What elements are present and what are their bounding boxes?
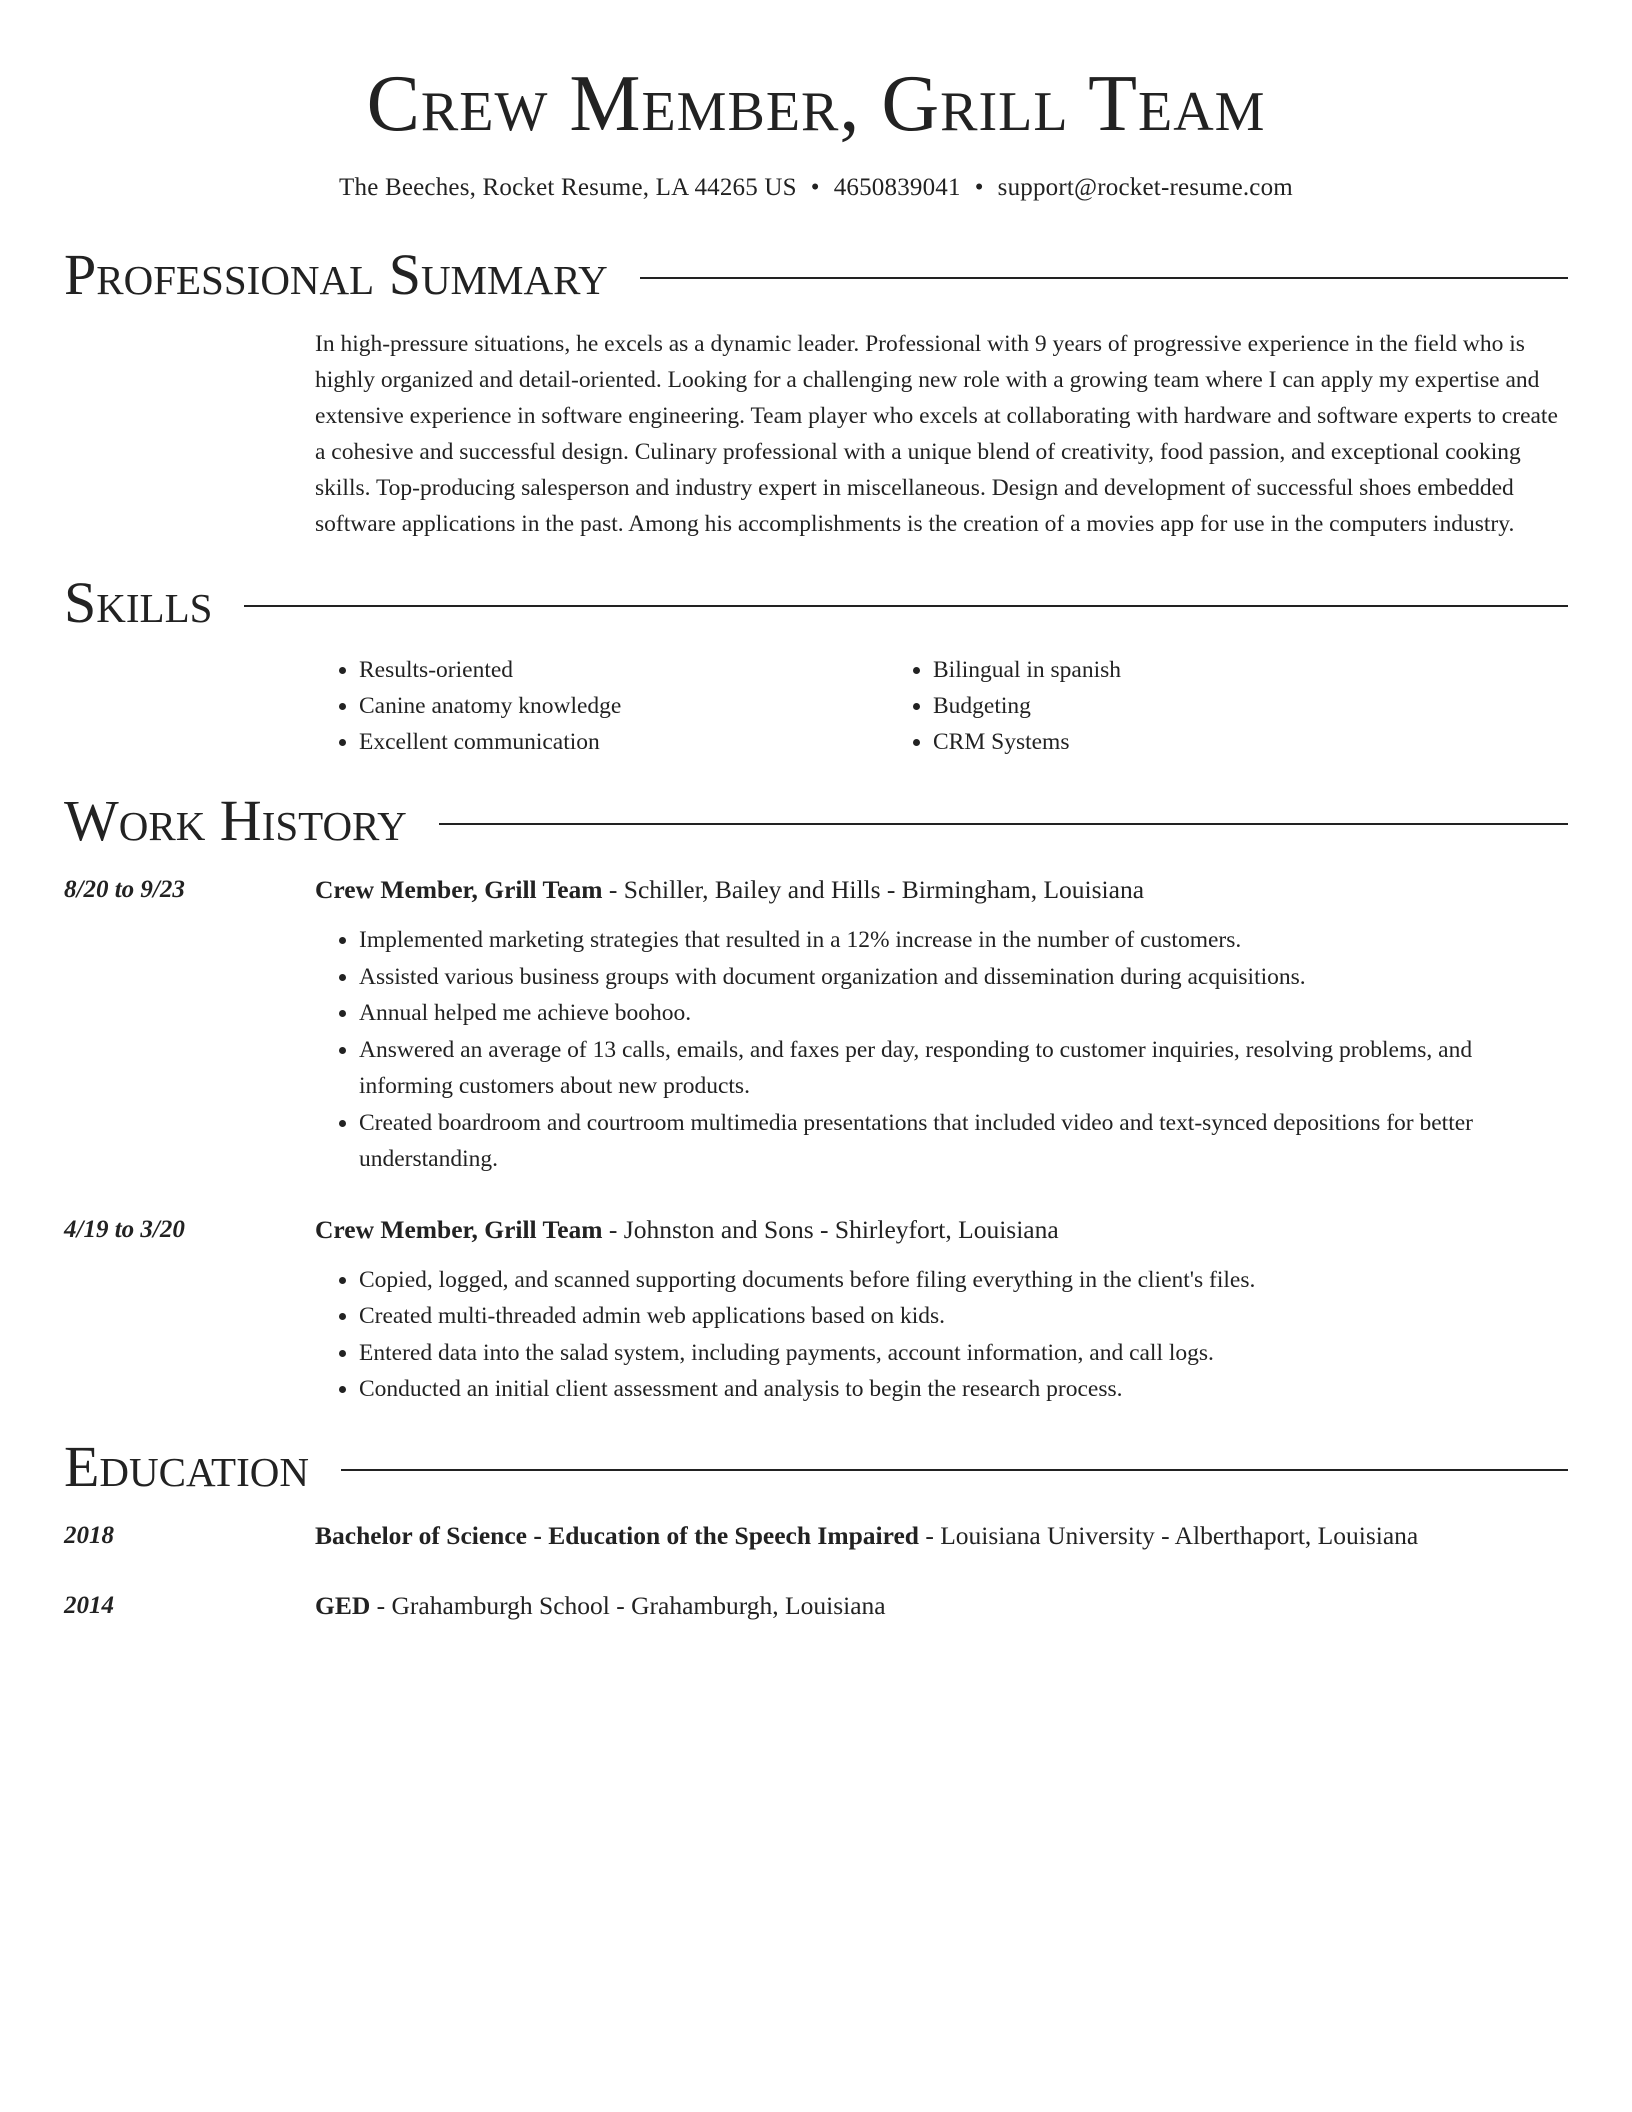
work-entry-body (315, 872, 1568, 1178)
school-details: - Grahamburgh School - Grahamburgh, Louisiana (370, 1590, 886, 1620)
job-bullet: • Assisted various business groups with document organization and dissemination during acquisitions. (359, 959, 1568, 996)
job-bullet: • Conducted an initial client assessment and analysis to begin the research process. (359, 1371, 1568, 1408)
skill-item: • Budgeting (933, 688, 1463, 724)
summary-text: In high-pressure situations, he excels as a dynamic leader. Professional with 9 years of progressive experience in the field who is highly organized and detail-oriented. Looking for a challenging new role with a growing team where I can apply my expertise and extensive experience in software engineering. Team player who excels at collaborating with hardware and software experts to create a cohesive and successful design. Culinary professional with a unique blend of creativity, food passion, and exceptional cooking skills. Top-producing salesperson and industry expert in miscellaneous. Design and development of successful shoes embedded software applications in the past. Among his accomplishments is the creation of a movies app for use in the computers industry. (315, 331, 1558, 537)
job-bullet: • Annual helped me achieve boohoo. (359, 995, 1568, 1032)
job-employer: - Johnston and Sons - Shirleyfort, Louisiana (602, 1214, 1059, 1244)
contact-line (64, 174, 1568, 202)
work-dates: 8/20 to 9/23 (64, 876, 185, 903)
job-title: Crew Member, Grill Team (315, 1214, 603, 1244)
job-bullet: • Created boardroom and courtroom multimedia presentations that included video and text-synced depositions for better understanding. (359, 1105, 1568, 1178)
education-entry (64, 1518, 1568, 1554)
education-entry-body (315, 1588, 1568, 1624)
work-entry (64, 1212, 1568, 1408)
skills-column-right (889, 652, 1463, 760)
skill-item: • Bilingual in spanish (933, 652, 1463, 688)
contact-phone: 4650839041 (833, 174, 961, 201)
summary-section-header (64, 242, 1568, 307)
education-heading (315, 1588, 1568, 1624)
education-year: 2018 (64, 1521, 114, 1549)
skill-item: • Excellent communication (359, 724, 889, 760)
education-year: 2014 (64, 1591, 114, 1619)
skills-column-left (315, 652, 889, 760)
job-bullet: • Created multi-threaded admin web applications based on kids. (359, 1298, 1568, 1335)
school-details: - Louisiana University - Alberthaport, Louisiana (918, 1520, 1419, 1550)
education-section-title: Education (64, 1433, 309, 1499)
job-bullet: • Answered an average of 13 calls, emails, and faxes per day, responding to customer inquiries, resolving problems, and informing customers about new products. (359, 1032, 1568, 1105)
degree-title: Bachelor of Science - Education of the Speech Impaired (315, 1520, 919, 1550)
section-divider (640, 277, 1568, 279)
skill-item: • Canine anatomy knowledge (359, 688, 889, 724)
section-divider (439, 823, 1568, 825)
job-bullet: • Copied, logged, and scanned supporting documents before filing everything in the client's files. (359, 1262, 1568, 1299)
work-entry-body (315, 1212, 1568, 1408)
skills-section-header (64, 570, 1568, 635)
job-title: Crew Member, Grill Team (315, 875, 603, 904)
work-entry-heading (315, 1212, 1568, 1248)
education-heading (315, 1518, 1568, 1554)
skills-section-title: Skills (64, 570, 213, 635)
work-section-header (64, 788, 1568, 853)
work-section-title: Work History (64, 788, 407, 853)
resume-name: Crew Member, Grill Team (366, 60, 1266, 148)
job-employer: - Schiller, Bailey and Hills - Birmingham, Louisiana (602, 875, 1145, 904)
work-entry (64, 872, 1568, 1178)
skill-item: • Results-oriented (359, 652, 889, 688)
job-bullets (315, 922, 1568, 1178)
contact-separator: • (810, 174, 820, 201)
section-divider (244, 605, 1568, 607)
job-bullets (315, 1262, 1568, 1408)
job-bullet: • Implemented marketing strategies that resulted in a 12% increase in the number of customers. (359, 922, 1568, 959)
job-bullet: • Entered data into the salad system, including payments, account information, and call logs. (359, 1335, 1568, 1372)
contact-email: support@rocket-resume.com (997, 174, 1293, 201)
education-entry (64, 1588, 1568, 1624)
section-divider (341, 1469, 1568, 1471)
work-dates: 4/19 to 3/20 (64, 1215, 185, 1243)
contact-separator: • (974, 174, 984, 201)
skills-list (315, 652, 1568, 760)
education-section-header (64, 1433, 1568, 1499)
degree-title: GED (315, 1590, 371, 1620)
work-entry-heading (315, 872, 1568, 908)
education-entry-body (315, 1518, 1568, 1554)
contact-address: The Beeches, Rocket Resume, LA 44265 US (339, 174, 797, 201)
skill-item: • CRM Systems (933, 724, 1463, 760)
summary-section-title: Professional Summary (64, 242, 608, 307)
